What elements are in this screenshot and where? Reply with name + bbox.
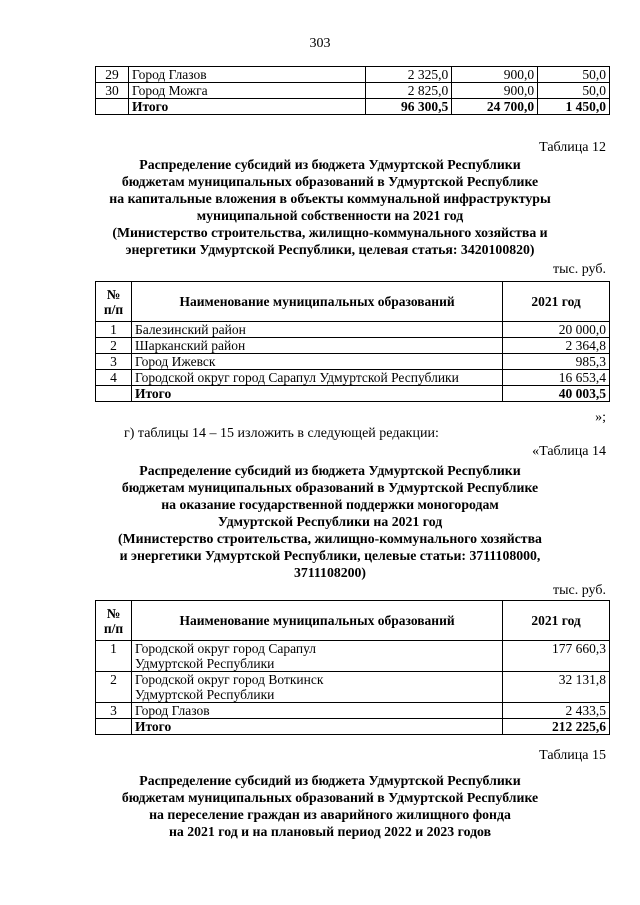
total-row xyxy=(96,386,610,402)
table-row xyxy=(96,641,610,672)
row-name-line: Удмуртской Республики xyxy=(134,656,275,671)
heading-line: (Министерство строительства, жилищно-коммунального хозяйства xyxy=(118,531,542,546)
row-value-2: 900,0 xyxy=(452,67,538,83)
table-row xyxy=(96,370,610,386)
heading-line: бюджетам муниципальных образований в Удмуртской Республике xyxy=(121,480,539,495)
row-number: 2 xyxy=(96,338,132,354)
row-name-line: Городской округ город Воткинск xyxy=(134,672,324,687)
col-name-header: Наименование муниципальных образований xyxy=(131,601,502,641)
col-num-header: № п/п xyxy=(96,601,132,641)
table12-heading xyxy=(60,156,600,258)
heading-line: Распределение субсидий из бюджета Удмуртской Республики xyxy=(139,463,521,478)
row-value: 2 364,8 xyxy=(503,338,610,354)
table-row xyxy=(96,322,610,338)
heading-line: 3711108200) xyxy=(293,565,367,580)
row-value-3: 50,0 xyxy=(538,67,610,83)
row-name-line: Городской округ город Сарапул xyxy=(134,641,317,656)
row-number: 2 xyxy=(96,672,132,703)
heading-line: на капитальные вложения в объекты коммунальной инфраструктуры xyxy=(109,191,551,206)
row-value: 177 660,3 xyxy=(503,641,610,672)
heading-line: бюджетам муниципальных образований в Удмуртской Республике xyxy=(121,790,539,805)
col-year-header: 2021 год xyxy=(503,282,610,322)
closing-quote: »; xyxy=(595,410,606,425)
row-name xyxy=(131,641,502,672)
row-number: 3 xyxy=(96,703,132,719)
col-year-header: 2021 год xyxy=(503,601,610,641)
total-value-3: 1 450,0 xyxy=(538,99,610,115)
total-value-2: 24 700,0 xyxy=(452,99,538,115)
row-value-1: 2 825,0 xyxy=(366,83,452,99)
table-row xyxy=(96,354,610,370)
row-number: 4 xyxy=(96,370,132,386)
heading-line: муниципальной собственности на 2021 год xyxy=(196,208,464,223)
row-name: Городской округ город Сарапул Удмуртской Республики xyxy=(131,370,502,386)
row-name: Город Глазов xyxy=(128,67,365,83)
row-number: 1 xyxy=(96,641,132,672)
row-name-line: Удмуртской Республики xyxy=(134,687,275,702)
row-number: 30 xyxy=(96,83,129,99)
total-label: Итого xyxy=(131,719,502,735)
row-value: 985,3 xyxy=(503,354,610,370)
empty-cell xyxy=(96,99,129,115)
row-value: 2 433,5 xyxy=(503,703,610,719)
header-row xyxy=(96,601,610,641)
table12-unit: тыс. руб. xyxy=(553,262,606,277)
row-name: Город Глазов xyxy=(131,703,502,719)
col-num-header: № п/п xyxy=(96,282,132,322)
heading-line: Удмуртской Республики на 2021 год xyxy=(217,514,443,529)
heading-line: бюджетам муниципальных образований в Удмуртской Республике xyxy=(121,174,539,189)
table-row xyxy=(96,338,610,354)
heading-line: на 2021 год и на плановый период 2022 и 2023 годов xyxy=(168,824,492,839)
total-value: 40 003,5 xyxy=(503,386,610,402)
heading-line: на оказание государственной поддержки моногородам xyxy=(161,497,499,512)
row-number: 29 xyxy=(96,67,129,83)
row-name xyxy=(131,672,502,703)
row-number: 1 xyxy=(96,322,132,338)
table-row xyxy=(96,67,610,83)
total-row xyxy=(96,719,610,735)
empty-cell xyxy=(96,386,132,402)
row-value-2: 900,0 xyxy=(452,83,538,99)
continuation-table xyxy=(95,66,610,115)
col-name-header: Наименование муниципальных образований xyxy=(131,282,502,322)
total-value: 212 225,6 xyxy=(503,719,610,735)
instruction-text: г) таблицы 14 – 15 изложить в следующей редакции: xyxy=(124,426,439,441)
table12-caption: Таблица 12 xyxy=(539,140,606,155)
row-number: 3 xyxy=(96,354,132,370)
total-label: Итого xyxy=(128,99,365,115)
row-value: 16 653,4 xyxy=(503,370,610,386)
heading-line: (Министерство строительства, жилищно-коммунального хозяйства и xyxy=(112,225,548,240)
row-value-3: 50,0 xyxy=(538,83,610,99)
row-value: 20 000,0 xyxy=(503,322,610,338)
heading-line: и энергетики Удмуртской Республики, целевые статьи: 3711108000, xyxy=(119,548,541,563)
page-number: 303 xyxy=(309,36,331,51)
header-row xyxy=(96,282,610,322)
row-name: Балезинский район xyxy=(131,322,502,338)
total-value-1: 96 300,5 xyxy=(366,99,452,115)
empty-cell xyxy=(96,719,132,735)
table-row xyxy=(96,83,610,99)
heading-line: энергетики Удмуртской Республики, целевая статья: 3420100820) xyxy=(125,242,535,257)
row-value: 32 131,8 xyxy=(503,672,610,703)
table15-heading xyxy=(60,772,600,840)
total-row xyxy=(96,99,610,115)
heading-line: на переселение граждан из аварийного жилищного фонда xyxy=(149,807,511,822)
row-name: Город Ижевск xyxy=(131,354,502,370)
table14-unit: тыс. руб. xyxy=(553,583,606,598)
row-value-1: 2 325,0 xyxy=(366,67,452,83)
heading-line: Распределение субсидий из бюджета Удмуртской Республики xyxy=(139,773,521,788)
total-label: Итого xyxy=(131,386,502,402)
table-row xyxy=(96,672,610,703)
table-row xyxy=(96,703,610,719)
table12 xyxy=(95,281,610,402)
table14-heading xyxy=(60,462,600,581)
row-name: Шарканский район xyxy=(131,338,502,354)
row-name: Город Можга xyxy=(128,83,365,99)
table15-caption: Таблица 15 xyxy=(539,748,606,763)
table14 xyxy=(95,600,610,735)
table14-caption: «Таблица 14 xyxy=(532,444,606,459)
heading-line: Распределение субсидий из бюджета Удмуртской Республики xyxy=(139,157,521,172)
